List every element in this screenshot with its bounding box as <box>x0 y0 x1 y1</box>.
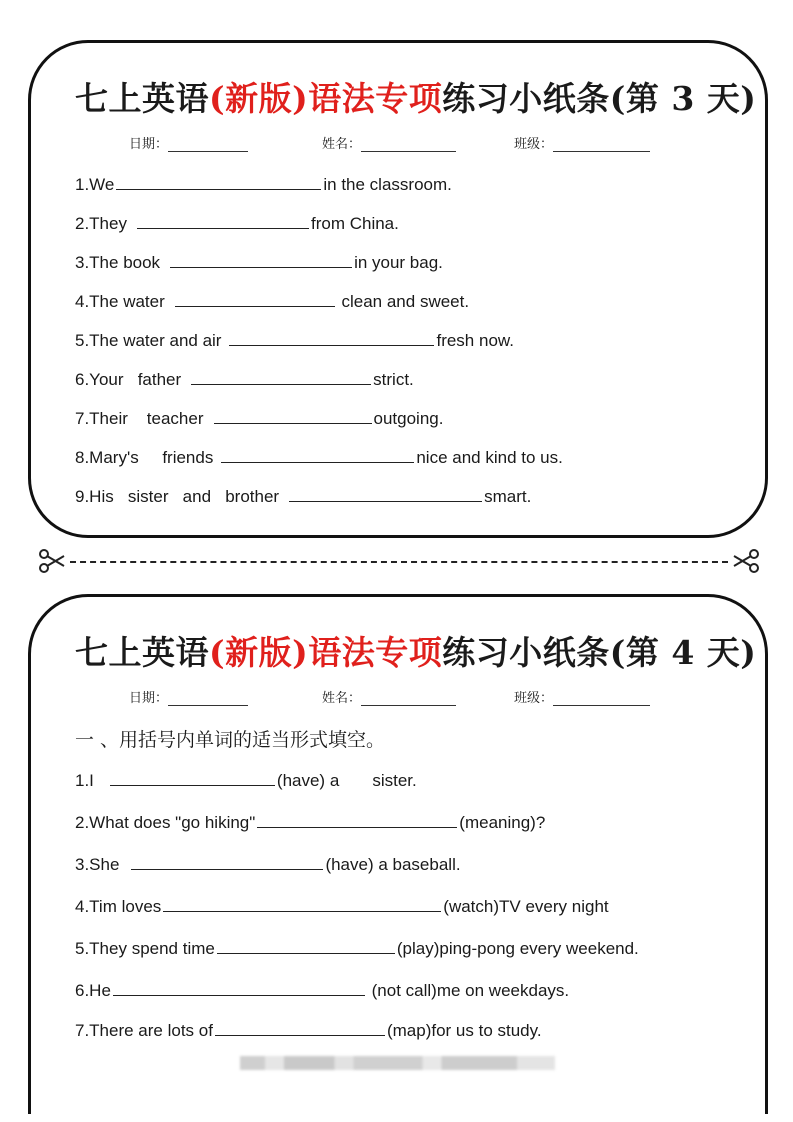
scissors-icon <box>732 548 760 574</box>
name-label: 姓名： <box>322 691 362 706</box>
question-item: 1.We in the classroom. <box>75 171 452 195</box>
title-prefix: 七上英语 <box>75 79 209 118</box>
question-item: 9.His sister and brother smart. <box>75 483 531 507</box>
question-item: 6.He (not call)me on weekdays. <box>75 977 569 1001</box>
question-item: 2.They from China. <box>75 210 399 234</box>
answer-blank[interactable] <box>257 809 457 828</box>
name-blank[interactable] <box>361 691 456 706</box>
title-suffix: 练习小纸条(第 3 天) <box>442 79 757 118</box>
name-blank[interactable] <box>361 137 456 152</box>
question-item: 5.The water and air fresh now. <box>75 327 514 351</box>
answer-blank[interactable] <box>191 366 371 385</box>
answer-blank[interactable] <box>113 977 365 996</box>
answer-blank[interactable] <box>137 210 309 229</box>
class-label: 班级： <box>514 137 554 152</box>
answer-blank[interactable] <box>229 327 434 346</box>
question-item: 1.I (have) a sister. <box>75 767 417 791</box>
title-suffix: 练习小纸条(第 4 天) <box>442 633 757 672</box>
name-field[interactable] <box>322 687 456 706</box>
answer-blank[interactable] <box>221 444 414 463</box>
info-fields <box>31 133 765 157</box>
question-item: 7.There are lots of (map)for us to study. <box>75 1017 542 1041</box>
dashed-separator <box>70 561 728 563</box>
section-instruction: 一 、用括号内单词的适当形式填空。 <box>75 729 386 751</box>
question-item: 8.Mary's friends nice and kind to us. <box>75 444 563 468</box>
question-item: 7.Their teacher outgoing. <box>75 405 443 429</box>
date-field[interactable] <box>129 133 248 152</box>
class-blank[interactable] <box>553 691 650 706</box>
name-label: 姓名： <box>322 137 362 152</box>
answer-blank[interactable] <box>175 288 335 307</box>
date-field[interactable] <box>129 687 248 706</box>
scissors-icon <box>38 548 66 574</box>
cut-line <box>38 548 760 574</box>
answer-blank[interactable] <box>214 405 372 424</box>
card-title <box>75 73 756 120</box>
question-item: 3.The book in your bag. <box>75 249 443 273</box>
class-field[interactable] <box>514 133 650 152</box>
date-label: 日期： <box>129 137 169 152</box>
answer-blank[interactable] <box>215 1017 385 1036</box>
question-item: 2.What does "go hiking" (meaning)? <box>75 809 545 833</box>
class-label: 班级： <box>514 691 554 706</box>
question-item: 4.Tim loves (watch)TV every night <box>75 893 609 917</box>
question-item: 3.She (have) a baseball. <box>75 851 461 875</box>
title-prefix: 七上英语 <box>75 633 209 672</box>
date-blank[interactable] <box>168 691 248 706</box>
answer-blank[interactable] <box>110 767 275 786</box>
answer-blank[interactable] <box>131 851 323 870</box>
worksheet-card-day3 <box>28 40 768 538</box>
info-fields <box>31 687 765 711</box>
name-field[interactable] <box>322 133 456 152</box>
question-item: 4.The water clean and sweet. <box>75 288 469 312</box>
class-field[interactable] <box>514 687 650 706</box>
title-highlight: (新版)语法专项 <box>209 79 443 118</box>
answer-blank[interactable] <box>289 483 482 502</box>
blurred-footer-watermark <box>240 1056 555 1070</box>
answer-blank[interactable] <box>217 935 395 954</box>
title-highlight: (新版)语法专项 <box>209 633 443 672</box>
class-blank[interactable] <box>553 137 650 152</box>
answer-blank[interactable] <box>170 249 352 268</box>
card-title <box>75 627 756 674</box>
question-item: 5.They spend time (play)ping-pong every weekend. <box>75 935 639 959</box>
date-blank[interactable] <box>168 137 248 152</box>
date-label: 日期： <box>129 691 169 706</box>
worksheet-card-day4 <box>28 594 768 1114</box>
question-item: 6.Your father strict. <box>75 366 414 390</box>
answer-blank[interactable] <box>163 893 441 912</box>
answer-blank[interactable] <box>116 171 321 190</box>
